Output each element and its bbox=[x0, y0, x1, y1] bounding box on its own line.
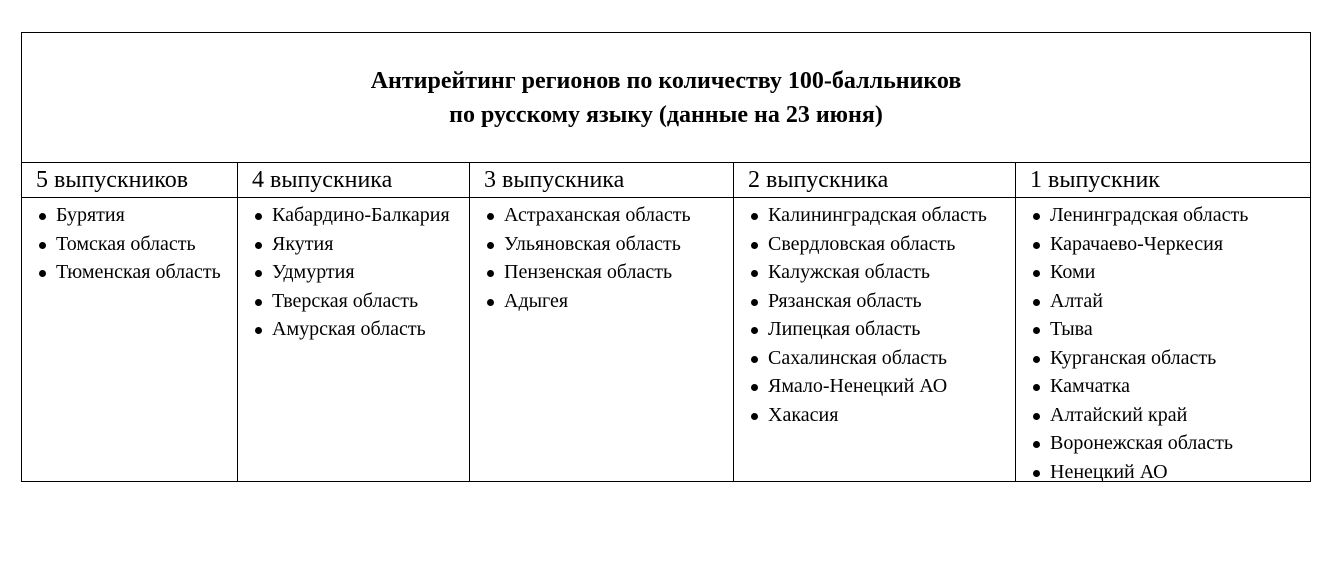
bullet-icon bbox=[751, 384, 758, 391]
region-list bbox=[1016, 198, 1310, 485]
region-name: Ленинградская область bbox=[1050, 204, 1249, 226]
bullet-icon bbox=[1033, 327, 1040, 334]
region-item bbox=[1016, 202, 1310, 228]
bullet-icon bbox=[39, 242, 46, 249]
region-item bbox=[1016, 373, 1310, 399]
bullet-icon bbox=[751, 299, 758, 306]
region-item bbox=[22, 259, 237, 285]
bullet-icon bbox=[255, 327, 262, 334]
region-list bbox=[470, 198, 733, 314]
region-item bbox=[238, 202, 469, 228]
region-name: Тыва bbox=[1050, 318, 1093, 340]
region-list bbox=[238, 198, 469, 342]
region-name: Бурятия bbox=[56, 204, 125, 226]
region-name: Сахалинская область bbox=[768, 346, 948, 369]
column-header: 4 выпускника bbox=[238, 163, 469, 198]
bullet-icon bbox=[1033, 213, 1040, 220]
bullet-icon bbox=[1033, 384, 1040, 391]
region-item bbox=[734, 345, 1015, 371]
bullet-icon bbox=[255, 270, 262, 277]
bullet-icon bbox=[1033, 441, 1040, 448]
region-item bbox=[470, 202, 733, 228]
region-list bbox=[734, 198, 1015, 428]
column-5-graduates bbox=[22, 163, 237, 482]
bullet-icon bbox=[1033, 413, 1040, 420]
column-3-graduates bbox=[469, 163, 733, 482]
region-item bbox=[1016, 288, 1310, 314]
region-item bbox=[1016, 345, 1310, 371]
bullet-icon bbox=[751, 242, 758, 249]
region-name: Амурская область bbox=[272, 318, 426, 340]
region-item bbox=[1016, 316, 1310, 342]
bullet-icon bbox=[751, 356, 758, 363]
column-1-graduate bbox=[1015, 163, 1310, 482]
region-item bbox=[734, 316, 1015, 342]
bullet-icon bbox=[1033, 270, 1040, 277]
bullet-icon bbox=[39, 270, 46, 277]
region-name: Тверская область bbox=[272, 289, 419, 312]
column-header: 3 выпускника bbox=[470, 163, 733, 198]
region-name: Томская область bbox=[56, 232, 196, 255]
region-item bbox=[734, 259, 1015, 285]
region-name: Ненецкий АО bbox=[1050, 460, 1168, 483]
region-name: Свердловская область bbox=[768, 232, 956, 255]
region-name: Карачаево-Черкесия bbox=[1050, 232, 1224, 255]
bullet-icon bbox=[1033, 470, 1040, 477]
bullet-icon bbox=[255, 299, 262, 306]
bullet-icon bbox=[751, 327, 758, 334]
bullet-icon bbox=[487, 270, 494, 277]
region-name: Хакасия bbox=[768, 403, 839, 426]
region-name: Ульяновская область bbox=[504, 232, 681, 255]
bullet-icon bbox=[1033, 299, 1040, 306]
region-item bbox=[238, 288, 469, 314]
region-name: Кабардино-Балкария bbox=[272, 204, 450, 226]
bullet-icon bbox=[751, 270, 758, 277]
column-2-graduates bbox=[733, 163, 1015, 482]
region-name: Калининградская область bbox=[768, 204, 987, 226]
column-header: 2 выпускника bbox=[734, 163, 1015, 198]
bullet-icon bbox=[487, 213, 494, 220]
columns-row bbox=[22, 163, 1310, 482]
bullet-icon bbox=[487, 242, 494, 249]
antirating-table bbox=[21, 32, 1311, 482]
region-name: Коми bbox=[1050, 261, 1096, 283]
region-item bbox=[1016, 430, 1310, 456]
region-name: Алтай bbox=[1050, 289, 1103, 312]
region-item bbox=[238, 316, 469, 342]
region-item bbox=[470, 231, 733, 257]
region-name: Удмуртия bbox=[272, 261, 355, 283]
bullet-icon bbox=[1033, 356, 1040, 363]
region-name: Пензенская область bbox=[504, 261, 673, 283]
bullet-icon bbox=[1033, 242, 1040, 249]
title-line-1: Антирейтинг регионов по количеству 100-балльников bbox=[370, 67, 962, 94]
region-item bbox=[22, 231, 237, 257]
region-item bbox=[734, 202, 1015, 228]
column-4-graduates bbox=[237, 163, 469, 482]
column-header: 1 выпускник bbox=[1016, 163, 1310, 198]
region-name: Рязанская область bbox=[768, 289, 922, 312]
bullet-icon bbox=[39, 213, 46, 220]
region-item bbox=[734, 373, 1015, 399]
region-item bbox=[1016, 402, 1310, 428]
bullet-icon bbox=[487, 299, 494, 306]
region-item bbox=[238, 259, 469, 285]
region-item bbox=[734, 288, 1015, 314]
region-item bbox=[734, 402, 1015, 428]
table-title bbox=[22, 33, 1310, 163]
region-name: Алтайский край bbox=[1050, 403, 1188, 426]
region-name: Камчатка bbox=[1050, 375, 1131, 397]
region-name: Астраханская область bbox=[504, 204, 691, 226]
region-name: Якутия bbox=[272, 232, 334, 255]
region-item bbox=[470, 288, 733, 314]
region-name: Воронежская область bbox=[1050, 432, 1234, 454]
bullet-icon bbox=[751, 413, 758, 420]
region-item bbox=[470, 259, 733, 285]
bullet-icon bbox=[255, 242, 262, 249]
region-name: Калужская область bbox=[768, 261, 930, 283]
region-name: Тюменская область bbox=[56, 261, 221, 283]
region-item bbox=[22, 202, 237, 228]
region-item bbox=[1016, 259, 1310, 285]
region-name: Адыгея bbox=[504, 289, 569, 312]
bullet-icon bbox=[751, 213, 758, 220]
column-header: 5 выпускников bbox=[22, 163, 237, 198]
region-name: Курганская область bbox=[1050, 346, 1217, 369]
region-name: Ямало-Ненецкий АО bbox=[768, 375, 948, 397]
region-list bbox=[22, 198, 237, 285]
region-item bbox=[238, 231, 469, 257]
title-line-2: по русскому языку (данные на 23 июня) bbox=[449, 101, 883, 128]
bullet-icon bbox=[255, 213, 262, 220]
region-item bbox=[1016, 231, 1310, 257]
region-item bbox=[1016, 459, 1310, 485]
region-item bbox=[734, 231, 1015, 257]
region-name: Липецкая область bbox=[768, 318, 921, 340]
